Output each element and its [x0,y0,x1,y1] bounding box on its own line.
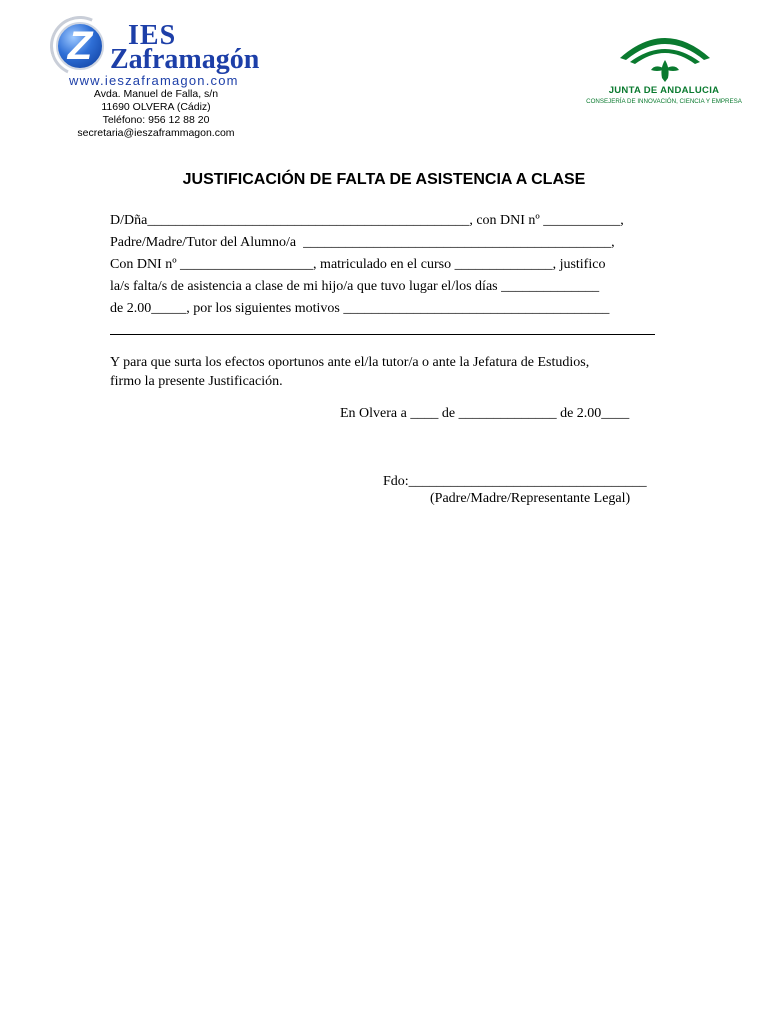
address-line: 11690 OLVERA (Cádiz) [101,101,211,113]
form-line-reasons: de 2.00_____, por los siguientes motivos ______________________________________ [110,301,610,316]
email-line: secretaria@ieszaframmagon.com [77,127,235,139]
school-logo-letter: Z [67,24,93,68]
school-prefix: IES [128,20,177,51]
form-line-absence-days: la/s falta/s de asistencia a clase de mi hijo/a que tuvo lugar el/los días ______________ [110,279,600,294]
phone-line: Teléfono: 956 12 88 20 [102,114,210,126]
form-line-name: D/Dña______________________________________________, con DNI nº ___________, [110,213,624,228]
school-name: Zaframagón [110,44,260,75]
junta-name: JUNTA DE ANDALUCIA [608,85,720,96]
closing-paragraph-line: firmo la presente Justificación. [110,374,283,389]
reasons-blank-line [110,334,655,335]
form-line-dni-course: Con DNI nº ___________________, matriculado en el curso ______________, justifico [110,257,606,272]
closing-paragraph-line: Y para que surta los efectos oportunos ante el/la tutor/a o ante la Jefatura de Estudios, [110,355,590,370]
school-website: www.ieszaframagon.com [69,73,239,88]
form-line-relation: Padre/Madre/Tutor del Alumno/a ____________________________________________, [110,235,615,250]
signature-line: Fdo:__________________________________ [383,474,647,489]
document-title: JUSTIFICACIÓN DE FALTA DE ASISTENCIA A CLASE [182,171,586,188]
address-line: Avda. Manuel de Falla, s/n [93,88,219,100]
date-line: En Olvera a ____ de ______________ de 2.00____ [340,406,630,421]
junta-consejeria: CONSEJERÍA DE INNOVACIÓN, CIENCIA Y EMPRESA [586,98,742,105]
junta-de-andalucia-logo-icon [610,24,720,84]
signature-caption: (Padre/Madre/Representante Legal) [430,491,631,506]
